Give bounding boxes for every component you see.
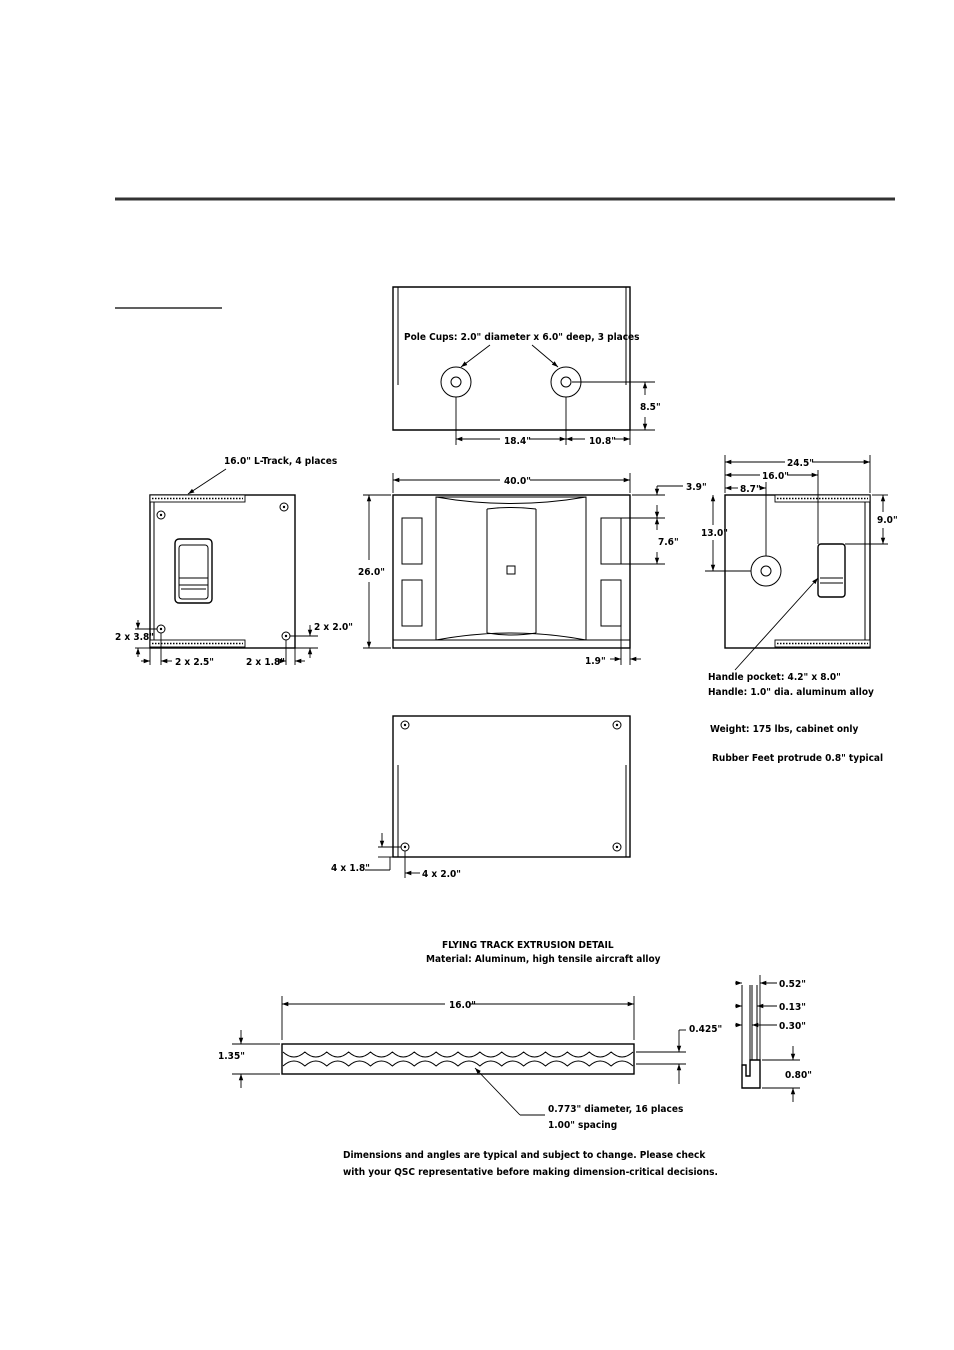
weight-note: Weight: 175 lbs, cabinet only: [710, 724, 859, 735]
dim-1-35: 1.35": [218, 1051, 245, 1062]
disclaimer-line-1: Dimensions and angles are typical and subject to change. Please check: [343, 1150, 706, 1161]
right-side-view: [701, 455, 898, 764]
dim-track-16: 16.0": [449, 1000, 476, 1011]
dim-16: 16.0": [762, 471, 789, 482]
pole-cups-note: Pole Cups: 2.0" diameter x 6.0" deep, 3 places: [404, 332, 640, 343]
dim-26: 26.0": [358, 567, 385, 578]
dim-24-5: 24.5": [787, 458, 814, 469]
handle-note: Handle: 1.0" dia. aluminum alloy: [708, 687, 874, 698]
dim-13: 13.0": [701, 528, 728, 539]
dim-2x3-8: 2 x 3.8": [115, 632, 154, 643]
dim-1-9: 1.9": [585, 656, 606, 667]
front-view: [358, 473, 707, 667]
handle-pocket-note: Handle pocket: 4.2" x 8.0": [708, 672, 841, 683]
dim-4x2-0: 4 x 2.0": [422, 869, 461, 880]
dim-9: 9.0": [877, 515, 898, 526]
rubber-feet-note: Rubber Feet protrude 0.8" typical: [712, 753, 884, 764]
dim-40: 40.0": [504, 476, 531, 487]
dim-10-8: 10.8": [589, 436, 616, 447]
dim-4x1-8: 4 x 1.8": [331, 863, 370, 874]
dim-0-425: 0.425": [689, 1024, 723, 1035]
dim-0-30: 0.30": [779, 1021, 806, 1032]
extrusion-detail: [218, 940, 812, 1131]
holes-note-2: 1.00" spacing: [548, 1120, 618, 1131]
holes-note-1: 0.773" diameter, 16 places: [548, 1104, 684, 1115]
dim-18-4: 18.4": [504, 436, 531, 447]
left-side-view: [115, 456, 353, 668]
dim-0-13: 0.13": [779, 1002, 806, 1013]
dim-7-6: 7.6": [658, 537, 679, 548]
bottom-view: [331, 716, 630, 880]
dim-8-5: 8.5": [640, 402, 661, 413]
extrusion-material: Material: Aluminum, high tensile aircraft alloy: [426, 954, 661, 965]
extrusion-title: FLYING TRACK EXTRUSION DETAIL: [442, 940, 614, 951]
ltrack-note: 16.0" L-Track, 4 places: [224, 456, 338, 467]
top-view: [393, 287, 661, 447]
dim-2x1-8: 2 x 1.8": [246, 657, 285, 668]
dim-3-9: 3.9": [686, 482, 707, 493]
dim-2x2-5: 2 x 2.5": [175, 657, 214, 668]
disclaimer-line-2: with your QSC representative before making dimension-critical decisions.: [343, 1167, 718, 1178]
dim-8-7: 8.7": [740, 484, 761, 495]
dim-0-52: 0.52": [779, 979, 806, 990]
dim-2x2-0: 2 x 2.0": [314, 622, 353, 633]
dim-0-80: 0.80": [785, 1070, 812, 1081]
